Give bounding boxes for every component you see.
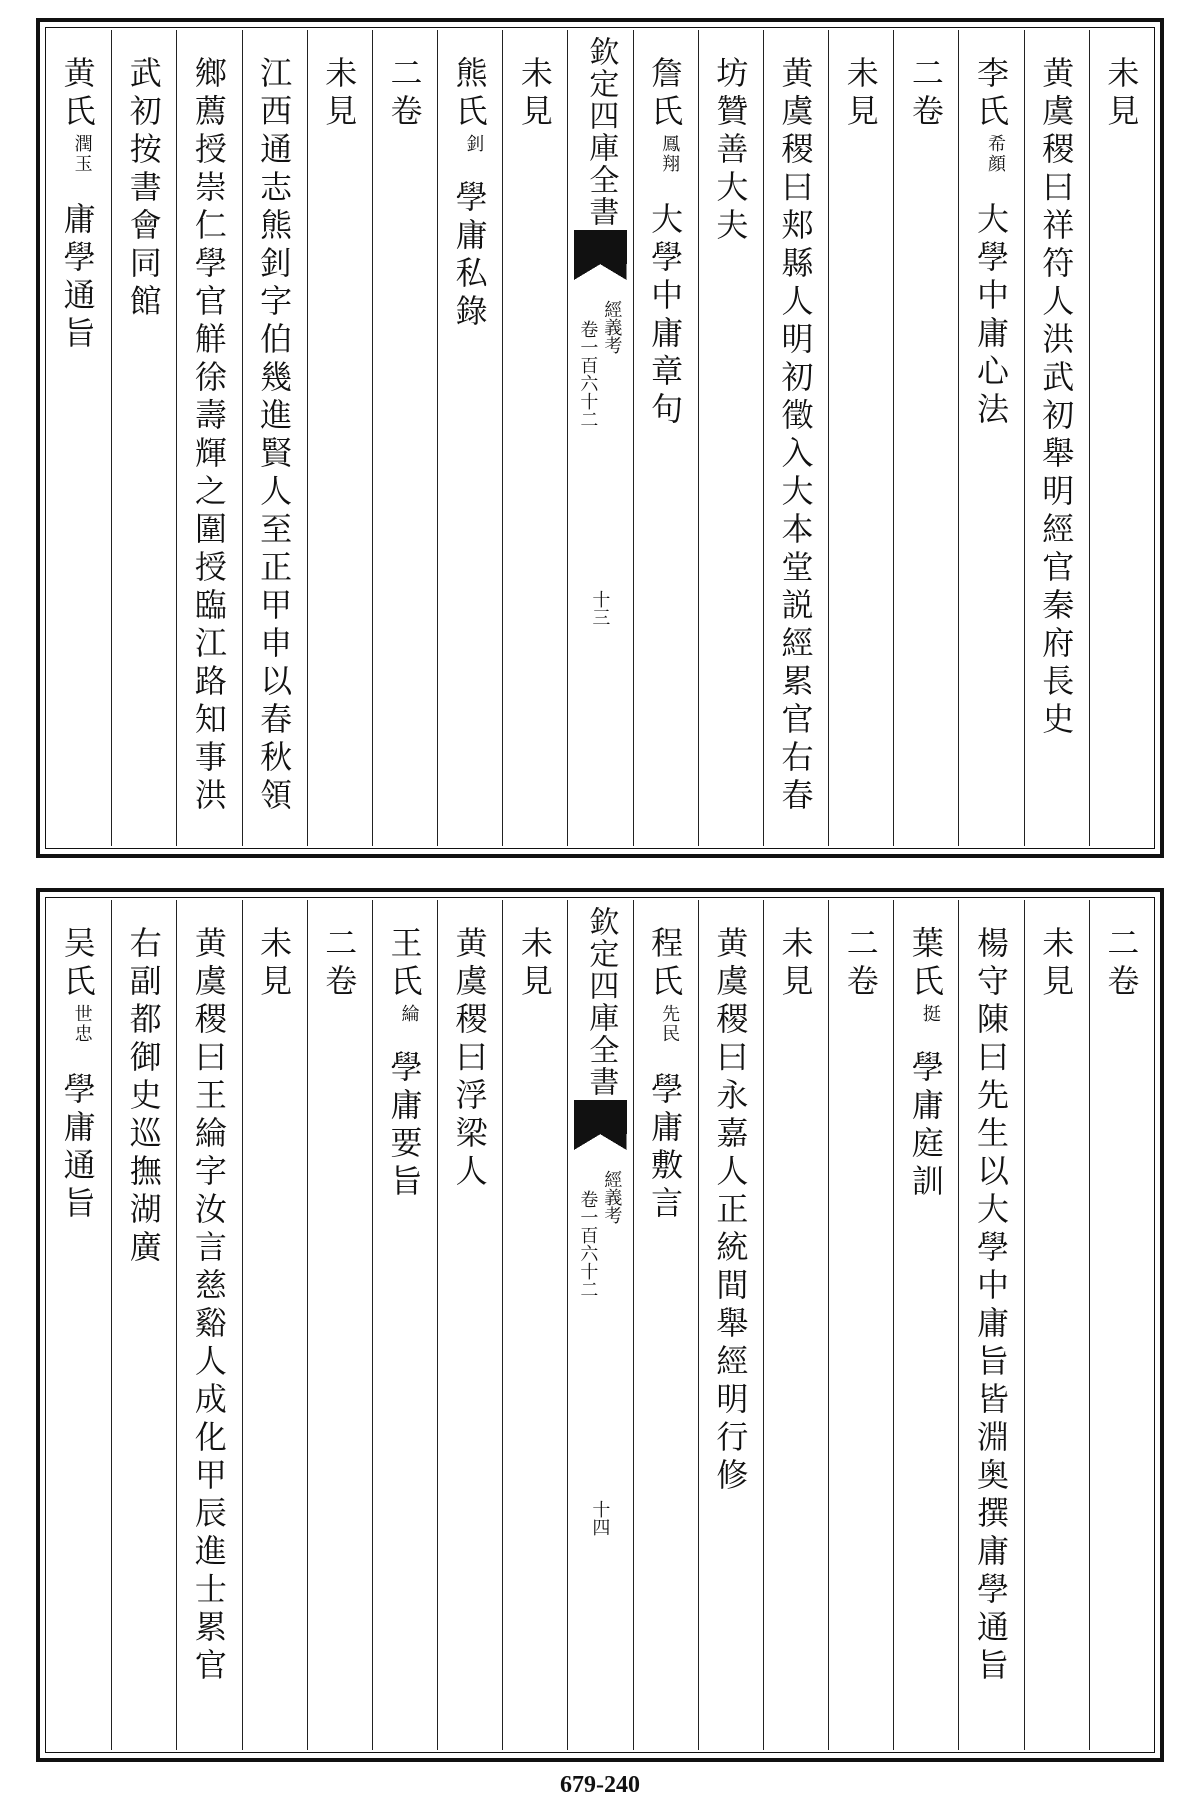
book-title-text: 學庸敷言 — [646, 1072, 685, 1224]
text-column — [502, 30, 567, 846]
column-text: 熊氏 — [450, 56, 489, 132]
column-text: 鄉薦授崇仁學官觧徐壽輝之圍授臨江路知事洪 — [189, 56, 228, 816]
book-title-text: 學庸私錄 — [450, 180, 489, 332]
book-title-text: 庸學通旨 — [58, 202, 97, 354]
column-text: 黄虞稷曰郏縣人明初徵入大本堂説經累官右春 — [776, 56, 815, 816]
text-column — [893, 30, 958, 846]
column-text: 黄虞稷曰永嘉人正統間舉經明行修 — [711, 926, 750, 1496]
text-column — [1089, 30, 1154, 846]
column-text: 未見 — [515, 56, 554, 132]
column-text: 詹氏 — [646, 56, 685, 132]
column-text: 楊守陳曰先生以大學中庸旨皆淵奥撰庸學通旨 — [972, 926, 1011, 1686]
column-text: 未見 — [1102, 56, 1141, 132]
page-number: 679-240 — [560, 1772, 640, 1798]
text-column — [46, 30, 111, 846]
text-column — [763, 900, 828, 1750]
text-column — [242, 30, 307, 846]
column-text: 吴氏 — [58, 926, 97, 1002]
text-column — [893, 900, 958, 1750]
text-column — [958, 30, 1023, 846]
center-margin-column — [567, 30, 632, 846]
column-text: 黄氏 — [58, 56, 97, 132]
fishtail-ornament — [574, 230, 626, 264]
text-column — [307, 900, 372, 1750]
interlinear-note: 世忠 — [71, 1004, 93, 1044]
folio-number: 十四 — [589, 1500, 611, 1536]
column-text: 二卷 — [906, 56, 945, 132]
column-text: 未見 — [515, 926, 554, 1002]
column-text: 程氏 — [646, 926, 685, 1002]
center-margin-column — [567, 900, 632, 1750]
book-title-text: 大學中庸章句 — [646, 202, 685, 430]
book-title-text: 學庸通旨 — [58, 1072, 97, 1224]
column-text: 王氏 — [385, 926, 424, 1002]
interlinear-note: 挺 — [919, 1004, 941, 1024]
text-column — [1024, 30, 1089, 846]
text-column — [437, 30, 502, 846]
book-title-text: 學庸庭訓 — [906, 1050, 945, 1202]
text-column — [828, 30, 893, 846]
text-column — [958, 900, 1023, 1750]
book-title-text: 學庸要旨 — [385, 1050, 424, 1202]
column-text: 二卷 — [320, 926, 359, 1002]
interlinear-note: 先民 — [659, 1004, 681, 1044]
section-title: 經義考 — [601, 1170, 623, 1224]
text-column — [176, 900, 241, 1750]
text-column — [307, 30, 372, 846]
column-text: 武初按書會同館 — [124, 56, 163, 322]
column-text: 二卷 — [1102, 926, 1141, 1002]
bottom-page-frame — [36, 888, 1164, 1762]
book-title-text: 大學中庸心法 — [972, 202, 1011, 430]
text-column — [698, 900, 763, 1750]
column-text: 未見 — [841, 56, 880, 132]
text-column — [372, 900, 437, 1750]
folio-number: 十三 — [589, 590, 611, 626]
text-column — [698, 30, 763, 846]
column-text: 李氏 — [972, 56, 1011, 132]
text-column — [633, 900, 698, 1750]
column-text: 未見 — [776, 926, 815, 1002]
volume-label: 卷一百六十二 — [577, 1190, 599, 1298]
column-text: 黄虞稷曰王綸字汝言慈谿人成化甲辰進士累官 — [189, 926, 228, 1686]
column-text: 葉氏 — [906, 926, 945, 1002]
column-text: 黄虞稷曰浮梁人 — [450, 926, 489, 1192]
text-column — [1089, 900, 1154, 1750]
column-text: 黄虞稷曰祥符人洪武初舉明經官秦府長史 — [1037, 56, 1076, 740]
interlinear-note: 潤玉 — [71, 134, 93, 174]
book-title: 欽定四庫全書 — [583, 36, 619, 228]
text-column — [763, 30, 828, 846]
interlinear-note: 綸 — [398, 1004, 420, 1024]
text-column — [437, 900, 502, 1750]
volume-label: 卷一百六十二 — [577, 320, 599, 428]
text-column — [372, 30, 437, 846]
section-title: 經義考 — [601, 300, 623, 354]
book-title: 欽定四庫全書 — [583, 906, 619, 1098]
column-text: 未見 — [320, 56, 359, 132]
text-column — [111, 900, 176, 1750]
text-column — [828, 900, 893, 1750]
top-page-frame — [36, 18, 1164, 858]
column-text: 坊贊善大夫 — [711, 56, 750, 246]
fishtail-ornament — [574, 1100, 626, 1134]
text-column — [46, 900, 111, 1750]
column-text: 二卷 — [841, 926, 880, 1002]
column-text: 二卷 — [385, 56, 424, 132]
text-column — [111, 30, 176, 846]
text-column — [633, 30, 698, 846]
interlinear-note: 鳳翔 — [659, 134, 681, 174]
column-text: 未見 — [1037, 926, 1076, 1002]
text-column — [502, 900, 567, 1750]
column-text: 江西通志熊釗字伯幾進賢人至正甲申以春秋領 — [255, 56, 294, 816]
text-column — [1024, 900, 1089, 1750]
text-column — [242, 900, 307, 1750]
column-text: 未見 — [255, 926, 294, 1002]
interlinear-note: 釗 — [463, 134, 485, 154]
interlinear-note: 希顔 — [985, 134, 1007, 174]
column-text: 右副都御史巡撫湖廣 — [124, 926, 163, 1268]
text-column — [176, 30, 241, 846]
